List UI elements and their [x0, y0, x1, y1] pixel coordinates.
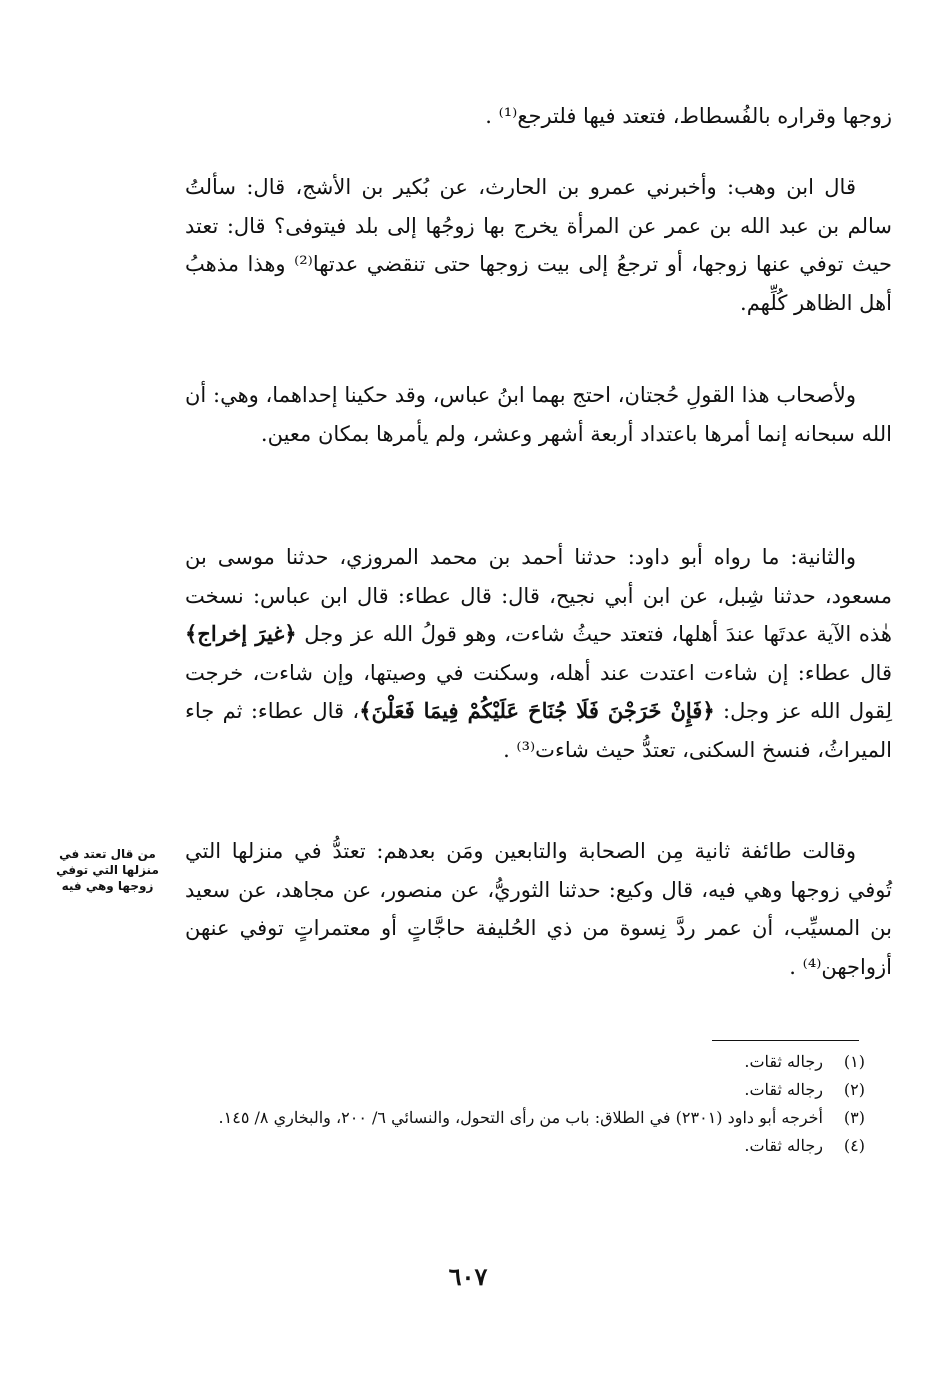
paragraph-text: وقالت طائفة ثانية مِن الصحابة والتابعين ومَن بعدهم: تعتدُّ في منزلها التي تُوفي زوجها وهي فيه، قال وكيع: حدثنا الثوريُّ، عن منصور، عن مجاهد، عن سعيد بن المسيِّب، أن عمر ردَّ نِسوة من ذي الحُليفة حاجَّاتٍ أو معتمراتٍ توفي عنهن أزواجهن⁽⁴⁾ .	[185, 839, 892, 979]
paragraph-text: قال عطاء: إن شاءت اعتدت عند أهله، وسكنت في وصيتها، وإن شاءت، خرجت لِقول الله عز وجل:	[185, 660, 892, 723]
paragraph-continuation	[185, 97, 892, 136]
footnote-item	[185, 1104, 865, 1132]
paragraph-text: ولأصحاب هذا القولِ حُجتان، احتج بهما ابنُ عباس، وقد حكينا إحداهما، وهي: أن الله سبحانه إنما أمرها باعتداد أربعة أشهر وعشر، ولم يأمرها بمكان معين.	[185, 383, 892, 446]
footnote-item	[185, 1132, 865, 1160]
paragraph-text: والثانية: ما رواه أبو داود: حدثنا أحمد بن محمد المروزي، حدثنا موسى بن مسعود، حدثنا شِبل، عن ابن أبي نجيح، قال: قال عطاء: قال ابن عباس: نسخت هٰذه الآية عدتَها عندَ أهلها، فتعتد حيثُ شاءت، وهو قولُ الله عز وجل	[185, 545, 892, 646]
footnote-item	[185, 1048, 865, 1076]
footnote-number: (١)	[843, 1052, 865, 1071]
paragraph-text: قال ابن وهب: وأخبرني عمرو بن الحارث، عن بُكير بن الأشج، قال: سألتُ سالم بن عبد الله بن عمر عن المرأة يخرج بها زوجُها إلى بلد فيتوفى؟ قال: تعتد حيث توفي عنها زوجها، أو ترجعُ إلى بيت زوجها حتى تنقضي عدتها⁽²⁾ وهذا مذهبُ أهل الظاهر كُلِّهم.	[185, 175, 892, 315]
quran-verse: ﴿فَإِنْ خَرَجْنَ فَلَا جُنَاحَ عَلَيْكُمْ فِيمَا فَعَلْنَ﴾	[359, 698, 715, 723]
paragraph-text: زوجها وقراره بالفُسطاط، فتعتد فيها فلترجع⁽¹⁾ .	[485, 104, 892, 128]
paragraph-two-arguments	[185, 376, 892, 453]
quran-verse: ﴿غيرَ إخراج﴾	[185, 621, 297, 646]
footnote-number: (٤)	[843, 1136, 865, 1155]
margin-note: من قال تعتد في منزلها التي توفي زوجها وهي فيه	[56, 847, 159, 893]
footnote-number: (٣)	[843, 1108, 865, 1127]
footnote-text: رجاله ثقات.	[744, 1080, 823, 1099]
footnote-text: أخرجه أبو داود (٢٣٠١) في الطلاق: باب من رأى التحول، والنسائي ٦/ ٢٠٠، والبخاري ٨/ ١٤٥.	[218, 1108, 823, 1127]
paragraph-ibn-wahb	[185, 168, 892, 322]
paragraph-second-group	[185, 832, 892, 986]
footnote-divider	[712, 1040, 859, 1041]
paragraph-second-argument	[185, 538, 892, 769]
footnote-number: (٢)	[843, 1080, 865, 1099]
footnote-text: رجاله ثقات.	[744, 1136, 823, 1155]
footnotes	[185, 1048, 865, 1160]
footnote-item	[185, 1076, 865, 1104]
footnote-text: رجاله ثقات.	[744, 1052, 823, 1071]
page-number: ٦٠٧	[448, 1262, 488, 1291]
paragraph-text: ، قال عطاء: ثم جاء الميراثُ، فنسخ السكنى، تعتدُّ حيث شاءت⁽³⁾ .	[185, 699, 892, 762]
